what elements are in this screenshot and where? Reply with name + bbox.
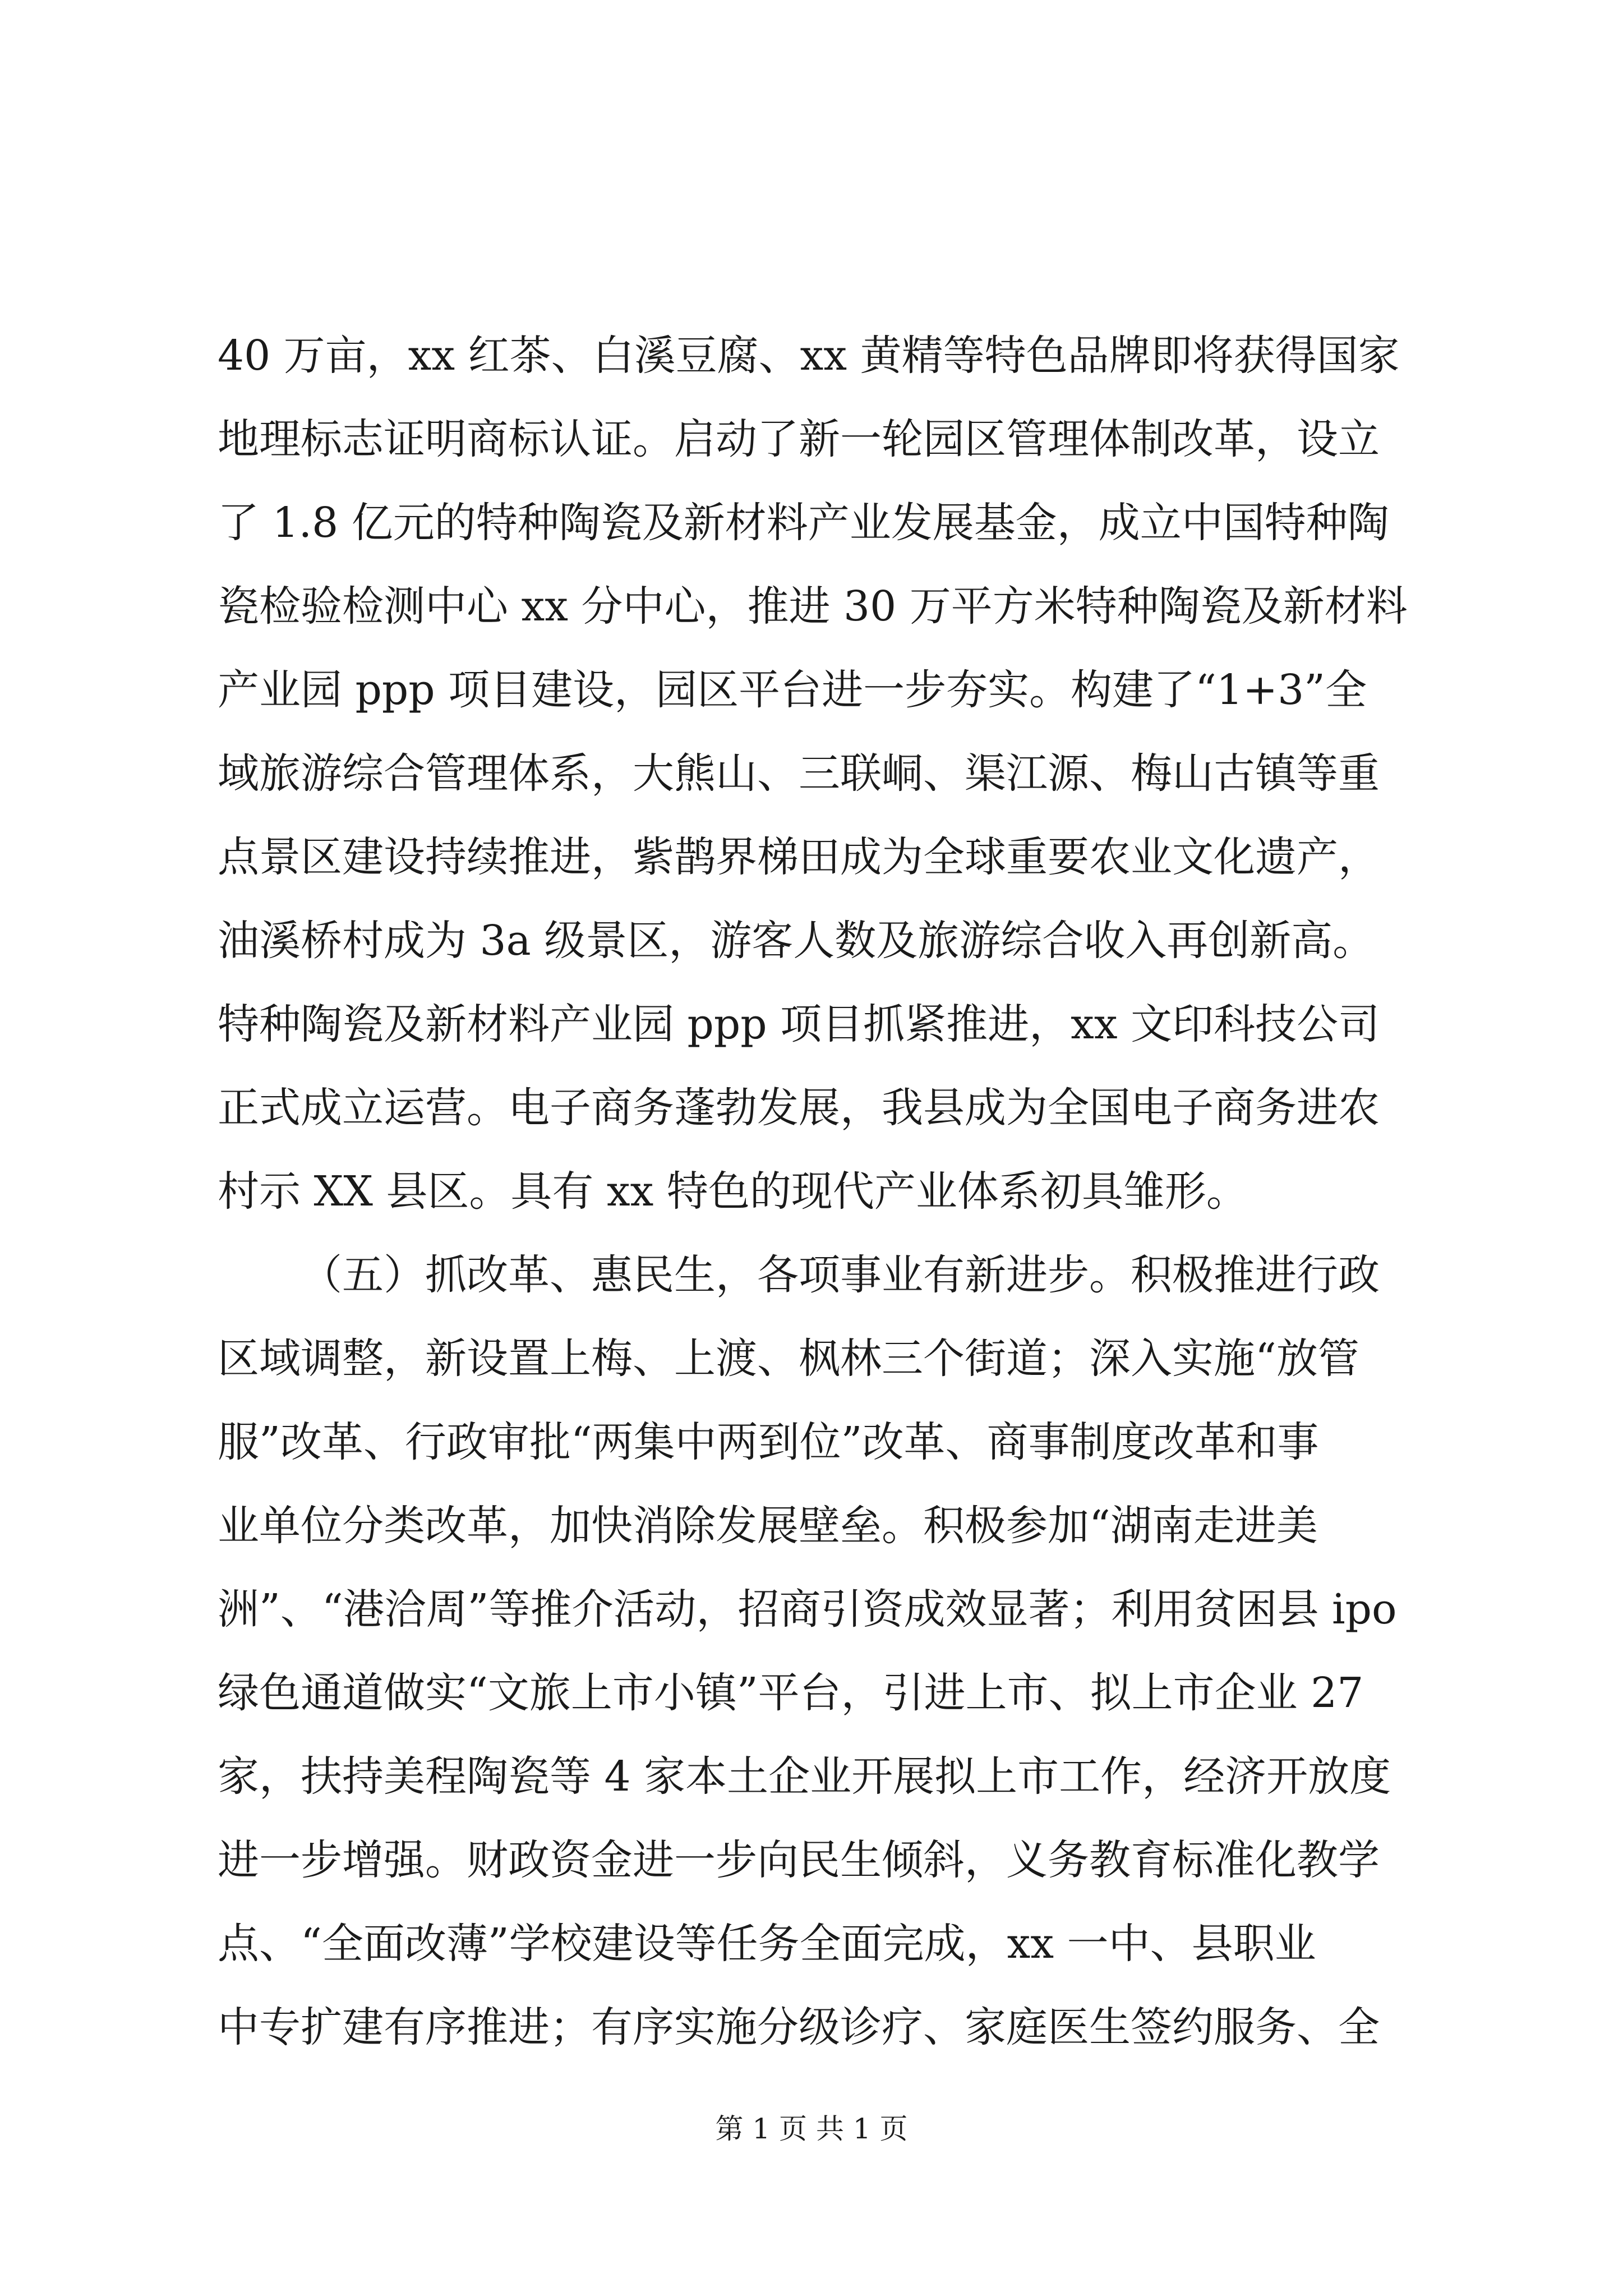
text-line: 家，扶持美程陶瓷等 4 家本土企业开展拟上市工作，经济开放度 — [218, 1752, 1391, 1801]
text-line: 特种陶瓷及新材料产业园 ppp 项目抓紧推进，xx 文印科技公司 — [218, 1000, 1380, 1048]
text-line: 业单位分类改革，加快消除发展壁垒。积极参加“湖南走进美 — [218, 1502, 1318, 1550]
page-number: 第 1 页 共 1 页 — [715, 2113, 908, 2145]
text-line: 域旅游综合管理体系，大熊山、三联峒、渠江源、梅山古镇等重 — [218, 749, 1380, 798]
text-line: 服”改革、行政审批“两集中两到位”改革、商事制度改革和事 — [218, 1418, 1319, 1466]
text-line: 产业园 ppp 项目建设，园区平台进一步夯实。构建了“1+3”全 — [218, 666, 1367, 714]
page-footer — [0, 2106, 1623, 2151]
text-line: 中专扩建有序推进；有序实施分级诊疗、家庭医生签约服务、全 — [218, 2003, 1380, 2051]
text-line: 区域调整，新设置上梅、上渡、枫林三个街道；深入实施“放管 — [218, 1335, 1359, 1383]
body-text — [218, 314, 1451, 2069]
text-line: 正式成立运营。电子商务蓬勃发展，我县成为全国电子商务进农 — [218, 1084, 1380, 1132]
text-line: 村示 XX 县区。具有 xx 特色的现代产业体系初具雏形。 — [218, 1167, 1248, 1216]
text-line: 瓷检验检测中心 xx 分中心，推进 30 万平方米特种陶瓷及新材料 — [218, 582, 1408, 631]
text-line: 油溪桥村成为 3a 级景区，游客人数及旅游综合收入再创新高。 — [218, 917, 1375, 965]
text-line: 地理标志证明商标认证。启动了新一轮园区管理体制改革，设立 — [218, 415, 1380, 463]
section-heading-line: （五）抓改革、惠民生，各项事业有新进步。积极推进行政 — [301, 1251, 1380, 1299]
text-line: 绿色通道做实“文旅上市小镇”平台，引进上市、拟上市企业 27 — [218, 1669, 1364, 1717]
text-line: 了 1.8 亿元的特种陶瓷及新材料产业发展基金，成立中国特种陶 — [218, 499, 1389, 547]
text-line: 点、“全面改薄”学校建设等任务全面完成，xx 一中、县职业 — [218, 1920, 1316, 1968]
text-line: 洲”、“港洽周”等推介活动，招商引资成效显著；利用贫困县 ipo — [218, 1585, 1397, 1634]
text-line: 40 万亩，xx 红茶、白溪豆腐、xx 黄精等特色品牌即将获得国家 — [218, 332, 1400, 380]
text-line: 进一步增强。财政资金进一步向民生倾斜，义务教育标准化教学 — [218, 1836, 1380, 1884]
text-line: 点景区建设持续推进，紫鹊界梯田成为全球重要农业文化遗产， — [218, 833, 1380, 881]
